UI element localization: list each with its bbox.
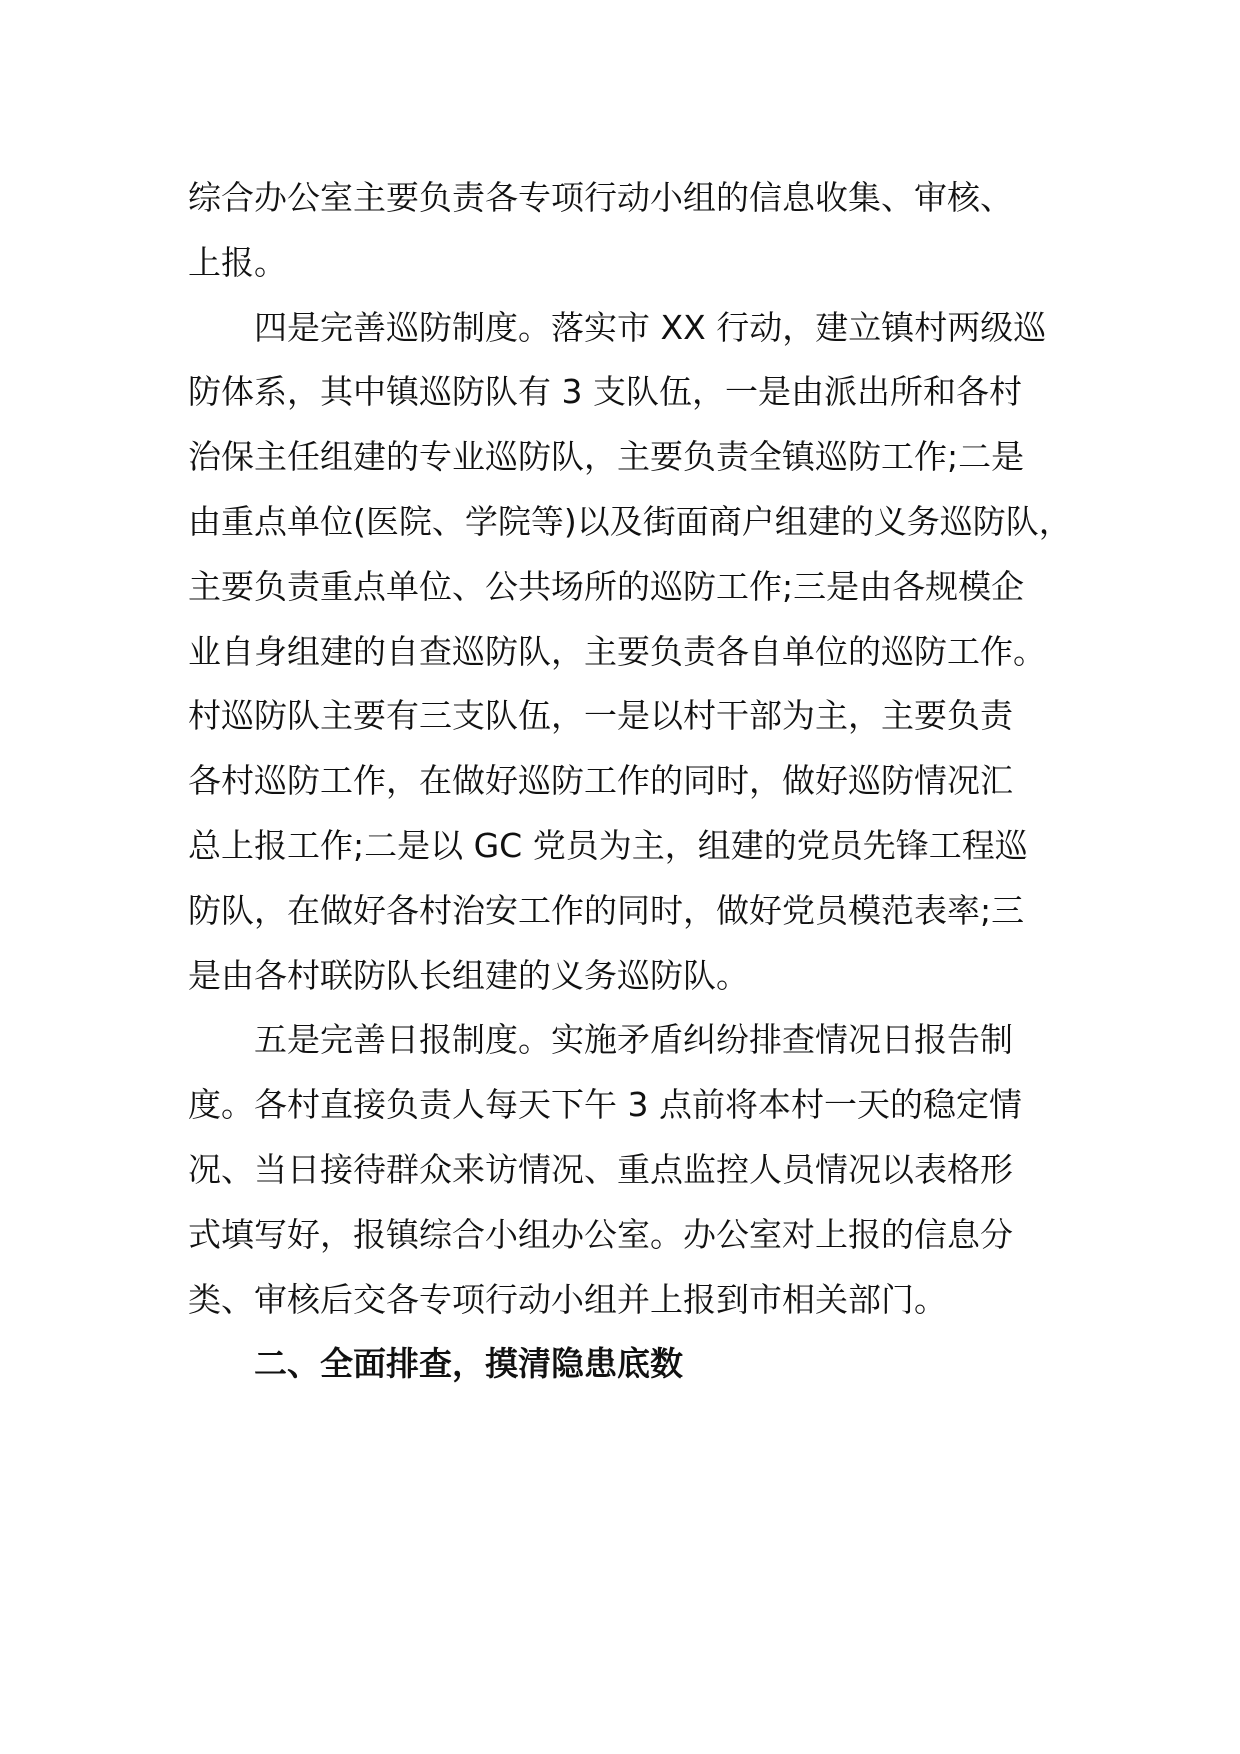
paragraph-2-line-9: 总上报工作;二是以 GC 党员为主，组建的党员先锋工程巡 (188, 825, 1028, 865)
paragraph-2-line-10: 防队，在做好各村治安工作的同时，做好党员模范表率;三 (188, 890, 1025, 930)
section-heading: 二、全面排查，摸清隐患底数 (254, 1344, 683, 1384)
paragraph-3-line-4: 式填写好，报镇综合小组办公室。办公室对上报的信息分 (188, 1214, 1013, 1254)
paragraph-2-line-6: 业自身组建的自查巡防队，主要负责各自单位的巡防工作。 (188, 631, 1046, 671)
paragraph-2-line-2: 防体系，其中镇巡防队有 3 支队伍，一是由派出所和各村 (188, 372, 1022, 412)
paragraph-1-line-1: 综合办公室主要负责各专项行动小组的信息收集、审核、 (188, 178, 1013, 217)
paragraph-3-line-2: 度。各村直接负责人每天下午 3 点前将本村一天的稳定情 (188, 1085, 1022, 1125)
paragraph-1-line-2: 上报。 (188, 242, 287, 282)
paragraph-2-line-8: 各村巡防工作，在做好巡防工作的同时，做好巡防情况汇 (188, 761, 1013, 801)
paragraph-2-line-3: 治保主任组建的专业巡防队，主要负责全镇巡防工作;二是 (188, 437, 1025, 477)
paragraph-2-line-4: 由重点单位(医院、学院等)以及街面商户组建的义务巡防队， (188, 501, 1072, 541)
paragraph-3-line-5: 类、审核后交各专项行动小组并上报到市相关部门。 (188, 1279, 947, 1319)
document-body (188, 166, 1088, 1397)
paragraph-2-line-11: 是由各村联防队长组建的义务巡防队。 (188, 955, 749, 995)
paragraph-2-line-7: 村巡防队主要有三支队伍，一是以村干部为主，主要负责 (188, 696, 1013, 736)
paragraph-3-line-1: 五是完善日报制度。实施矛盾纠纷排查情况日报告制 (254, 1020, 1013, 1060)
paragraph-2-line-1: 四是完善巡防制度。落实市 XX 行动，建立镇村两级巡 (254, 307, 1047, 347)
paragraph-3-line-3: 况、当日接待群众来访情况、重点监控人员情况以表格形 (188, 1149, 1013, 1189)
paragraph-2-line-5: 主要负责重点单位、公共场所的巡防工作;三是由各规模企 (188, 566, 1025, 606)
